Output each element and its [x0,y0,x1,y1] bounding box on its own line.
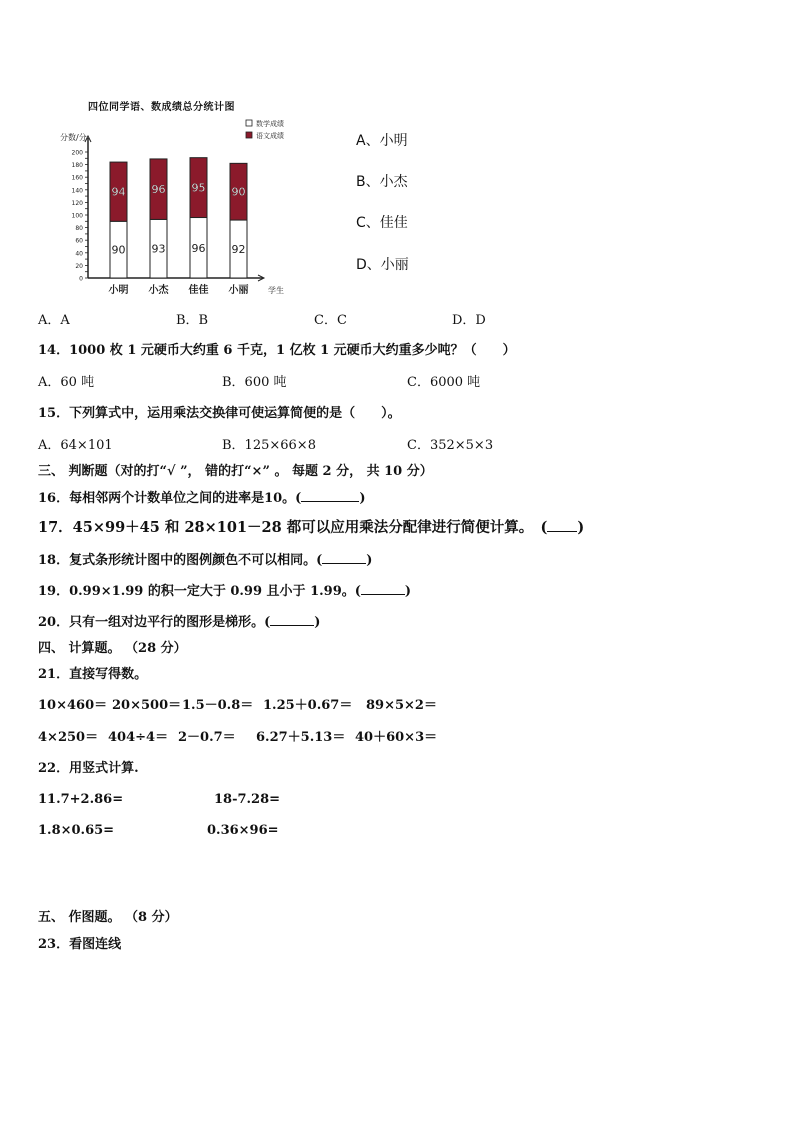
q13-option-a: A．A [38,313,70,328]
y-tick-label: 120 [71,199,83,207]
bar-chinese-label: 90 [231,185,246,199]
legend-label: 语文成绩 [256,132,284,140]
q20-answer-blank[interactable] [270,613,314,626]
bar-chinese-label: 96 [151,183,166,197]
q20 [38,613,320,632]
q13-option-c: C．C [314,313,347,328]
y-tick-label: 60 [75,237,83,245]
q21-r2-4: 6.27＋5.13＝ [256,730,346,745]
q21-r1-2: 20×500＝ [112,698,182,713]
bar-chinese-label: 94 [111,185,126,199]
q22-item-4: 0.36×96= [207,823,279,838]
bar-math-label: 96 [191,241,206,255]
section-3-heading: 三、 判断题（对的打“√ ”， 错的打“×” 。 每题 2 分， 共 10 分） [38,464,433,479]
y-tick-label: 20 [75,262,83,270]
bar-chinese-label: 95 [191,181,206,195]
bar-math-label: 92 [231,243,246,257]
q21-r1-4: 1.25＋0.67＝ [263,698,353,713]
q20-close: ) [314,615,321,630]
y-tick-label: 140 [71,187,83,195]
bar-math-label: 90 [111,243,126,257]
q16-answer-blank[interactable] [301,489,359,502]
y-tick-label: 100 [71,212,83,220]
q22-item-1: 11.7+2.86= [38,792,124,807]
q18-text: 18．复式条形统计图中的图例颜色不可以相同。( [38,553,323,568]
x-tick-label: 小丽 [228,285,249,296]
x-tick-label: 小明 [108,285,129,296]
legend-label: 数学成绩 [256,120,284,128]
q21-r1-3: 1.5－0.8＝ [182,698,254,713]
y-axis-label: 分数/分 [60,133,87,142]
q17-text: 17．45×99＋45 和 28×101－28 都可以应用乘法分配律进行简便计算。 ( [38,519,548,536]
q22-item-3: 1.8×0.65= [38,823,115,838]
q22-stem: 22．用竖式计算. [38,761,139,776]
q16-close: ) [359,491,366,506]
q21-r1-1: 10×460＝ [38,698,108,713]
y-tick-label: 80 [75,225,83,233]
q16 [38,489,366,508]
q19-answer-blank[interactable] [361,582,405,595]
chart-title: 四位同学语、数成绩总分统计图 [88,102,235,113]
q18 [38,551,372,570]
q21-r2-3: 2－0.7＝ [178,730,236,745]
q15-option-c: C．352×5×3 [407,438,494,453]
q21-stem: 21．直接写得数。 [38,667,148,682]
q19-close: ) [404,584,412,599]
q23-stem: 23．看图连线 [38,937,122,952]
q15-stem: 15．下列算式中，运用乘法交换律可使运算简便的是（ ）。 [38,406,401,421]
choice-a: A、小明 [356,133,408,149]
x-tick-label: 小杰 [148,285,169,296]
y-tick-label: 160 [71,174,83,182]
stacked-bar-chart [58,112,308,302]
section-4-heading: 四、 计算题。 （28 分） [38,641,187,656]
bar-math-label: 93 [151,242,166,256]
q13-option-d: D．D [452,313,486,328]
y-tick-label: 180 [71,162,83,170]
q17 [38,519,584,537]
choice-b: B、小杰 [356,174,408,190]
q14-option-c: C．6000 吨 [407,375,481,390]
q14-stem: 14．1000 枚 1 元硬币大约重 6 千克，1 亿枚 1 元硬币大约重多少吨？（ ） [38,343,516,358]
q17-close: ) [577,519,585,536]
q15-option-b: B．125×66×8 [222,438,316,453]
q21-r2-2: 404÷4＝ [108,730,169,745]
q18-close: ) [366,553,373,568]
q19 [38,582,411,601]
section-5-heading: 五、 作图题。 （8 分） [38,910,178,925]
q14-option-a: A．60 吨 [38,375,95,390]
q17-answer-blank[interactable] [547,519,577,532]
legend-swatch [246,132,252,138]
q21-r2-5: 40＋60×3＝ [355,730,438,745]
choice-d: D、小丽 [356,257,409,273]
q14-option-b: B．600 吨 [222,375,287,390]
legend-swatch [246,120,252,126]
q19-text: 19．0.99×1.99 的积一定大于 0.99 且小于 1.99。( [38,584,361,599]
choice-c: C、佳佳 [356,215,408,231]
q16-text: 16．每相邻两个计数单位之间的进率是10。( [38,491,302,506]
x-tick-label: 佳佳 [188,285,209,296]
q15-option-a: A．64×101 [38,438,113,453]
q13-option-b: B．B [176,313,209,328]
x-axis-label: 学生 [268,286,284,295]
q20-text: 20．只有一组对边平行的图形是梯形。( [38,615,271,630]
y-tick-label: 200 [71,149,83,157]
y-tick-label: 40 [75,250,83,258]
q21-r1-5: 89×5×2＝ [366,698,437,713]
y-tick-label: 0 [79,275,83,283]
q22-item-2: 18-7.28= [214,792,281,807]
q18-answer-blank[interactable] [322,551,366,564]
q21-r2-1: 4×250＝ [38,730,99,745]
